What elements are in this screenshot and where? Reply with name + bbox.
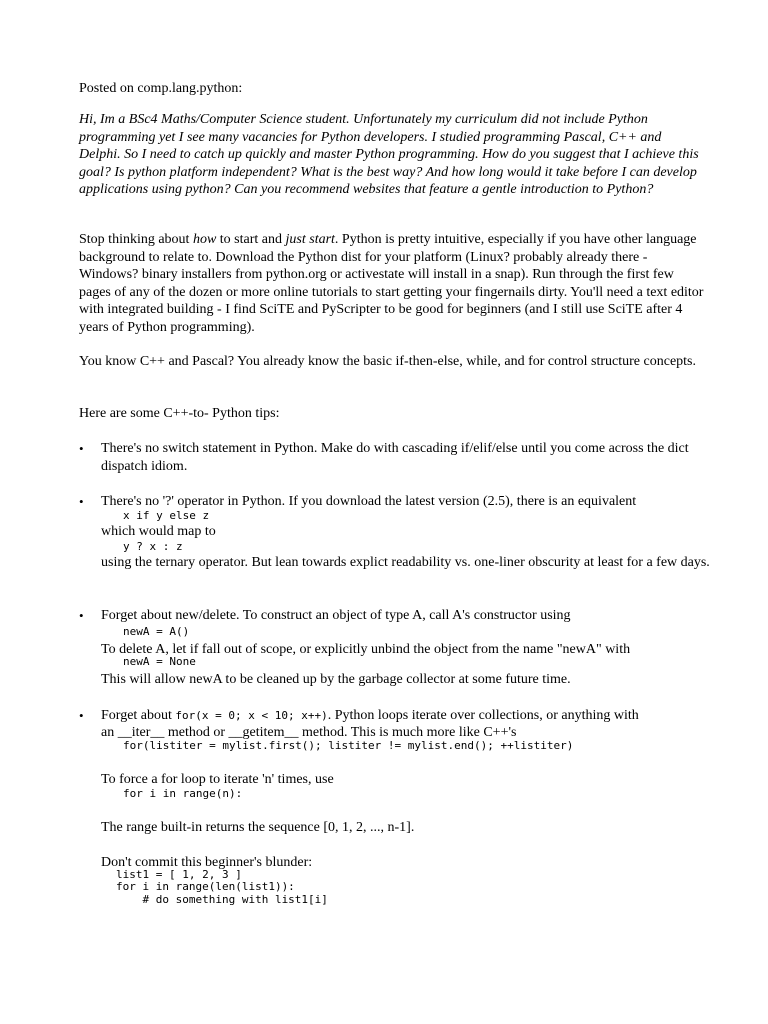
tip-3-code-1: newA = A() — [123, 625, 190, 638]
tip-3-line-1: Forget about new/delete. To construct an object of type A, call A's constructor using — [101, 608, 571, 623]
bullet-2: • — [79, 494, 84, 509]
answer-emphasis-how: how — [192, 232, 217, 247]
answer-paragraph-2: You know C++ and Pascal? You already know the basic if-then-else, while, and for control structure concepts. — [79, 354, 697, 369]
answer-text-a: Stop thinking about — [79, 232, 193, 247]
tip-4-code-3-line-2: for i in range(len(list1)): — [116, 880, 295, 893]
tips-intro: Here are some C++-to- Python tips: — [79, 406, 280, 421]
tip-1-text: There's no switch statement in Python. Make do with cascading if/elif/else until you come across the dict dispatch idiom. — [101, 441, 689, 474]
answer-paragraph-1 — [79, 231, 709, 336]
answer-emphasis-just-start: just start — [285, 232, 335, 247]
tip-2-code-1: x if y else z — [123, 509, 210, 522]
tip-4-line-5: Don't commit this beginner's blunder: — [101, 855, 313, 870]
tip-2-line-1: There's no '?' operator in Python. If you download the latest version (2.5), there is an equivalent — [101, 494, 637, 509]
tip-4-line-2: an __iter__ method or __getitem__ method. This is much more like C++'s — [101, 725, 517, 740]
tip-4-code-3-line-1: list1 = [ 1, 2, 3 ] — [116, 868, 242, 881]
bullet-3: • — [79, 608, 84, 623]
bullet-4: • — [79, 708, 84, 723]
question-paragraph: Hi, Im a BSc4 Maths/Computer Science student. Unfortunately my curriculum did not include Python programming yet I see many vacancies for Python developers. I studied programming Pascal, C++ and Delphi. So I need to catch up quickly and master Python programming. How do you suggest that I achieve this goal? Is python platform independent? What is the best way? And how long would it take before I can develop applications using python? Can you recommend websites that feature a gentle introduction to Python? — [79, 112, 699, 197]
answer-text-c: . Python is pretty intuitive, especially if you have other language background to relate to. Download the Python dist for your platform (Linux? probably already there - Windows? binary installers from python.org or activestate will install in a snap). Run through the first few pages of any of the dozen or more online tutorials to start getting your fingernails dirty. You'll need a text editor with integrated building - I find SciTE and PyScripter to be good for beginners (and I still use SciTE after 4 years of Python programming). — [79, 232, 704, 335]
tip-3-line-3: This will allow newA to be cleaned up by the garbage collector at some future time. — [101, 672, 571, 687]
posted-on-line: Posted on comp.lang.python: — [79, 81, 243, 96]
tip-4-inline-code: for(x = 0; x < 10; x++) — [175, 709, 328, 722]
tip-4-code-3-line-3: # do something with list1[i] — [116, 893, 328, 906]
tip-2-line-3: using the ternary operator. But lean towards explict readability vs. one-liner obscurity at least for a few days. — [101, 555, 710, 570]
tip-4-line-1 — [101, 707, 711, 725]
tip-4-code-1: for(listiter = mylist.first(); listiter != mylist.end(); ++listiter) — [123, 739, 574, 752]
tip-4-code-2: for i in range(n): — [123, 787, 243, 800]
bullet-1: • — [79, 441, 84, 456]
tip-4-line-3: To force a for loop to iterate 'n' times, use — [101, 772, 334, 787]
answer-text-b: to start and — [216, 232, 286, 247]
tip-4-text-b: . Python loops iterate over collections, or anything with — [327, 708, 639, 723]
tip-3-code-2: newA = None — [123, 655, 196, 668]
tip-2-code-2: y ? x : z — [123, 540, 183, 553]
tip-2-line-2: which would map to — [101, 524, 216, 539]
tip-4-line-4: The range built-in returns the sequence [0, 1, 2, ..., n-1]. — [101, 820, 415, 835]
tip-4-text-a: Forget about — [101, 708, 176, 723]
tip-3-line-2: To delete A, let if fall out of scope, or explicitly unbind the object from the name "newA" with — [101, 642, 631, 657]
